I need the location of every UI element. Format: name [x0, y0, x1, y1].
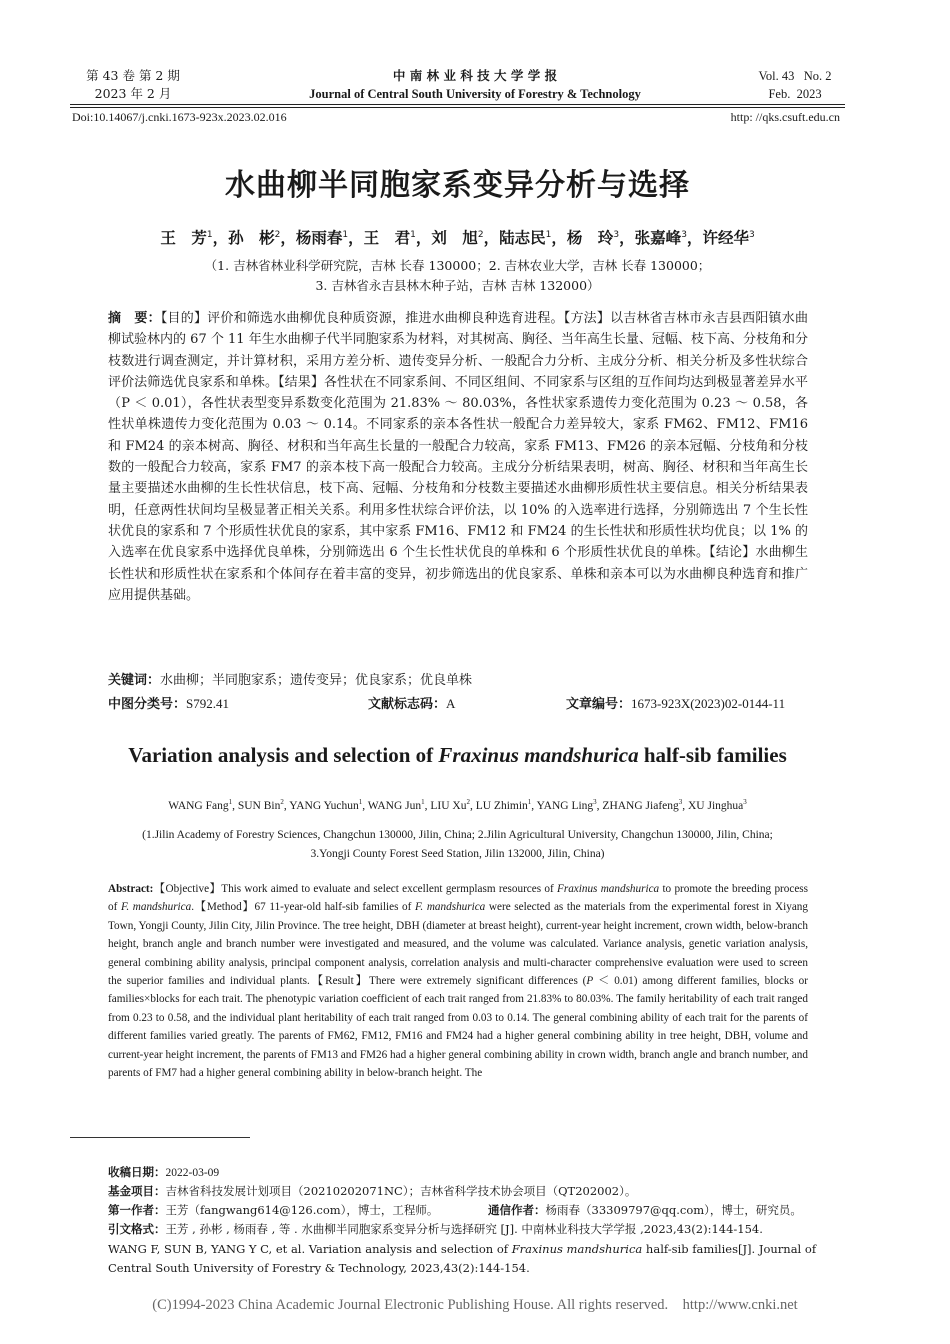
- author-affiliation-mark: 1: [342, 229, 349, 240]
- doc-code-block: [368, 693, 455, 712]
- clc-value: S792.41: [186, 696, 229, 711]
- fund-text: 吉林省科技发展计划项目（20210202071NC）；吉林省科学技术协会项目（QT202002）。: [165, 1184, 637, 1198]
- received-date: 2022-03-09: [165, 1167, 220, 1179]
- author-name: 杨雨春: [295, 229, 343, 247]
- abstract-cn: [108, 308, 808, 606]
- abstract-en-label: Abstract:: [108, 883, 154, 895]
- author-name: WANG Fang: [168, 799, 229, 812]
- author-affiliation-mark: 1: [545, 229, 552, 240]
- received-label: 收稿日期：: [108, 1165, 166, 1179]
- clc-block: [108, 693, 229, 712]
- author-name: 刘 旭: [431, 229, 478, 247]
- affiliation-en-line-2: 3.Yongji County Forest Seed Station, Jilin 132000, Jilin, China): [310, 848, 605, 860]
- article-no-block: [566, 693, 785, 712]
- author-name: 张嘉峰: [634, 229, 682, 247]
- abstract-en-part-4: were selected as the materials from the experimental forest in Xiyang Town, Yongji County, Jilin City, Jilin Province. The tree height, DBH (diameter at breast height), current-year height increment, crown width, below-branch height, branch angle and branch number were investigated and measured, and the volume was calculated. Variance analysis, genetic variation analysis, general combining ability analysis, principal component analysis, correlation analysis and multi-character comprehensive evaluation were used to screen the superior families and individual plants.【Result】There were extremely significant differences (: [108, 901, 808, 988]
- author-name: ZHANG Jiafeng: [602, 799, 679, 812]
- abstract-en-part-2: to promote the breeding process of: [108, 883, 808, 914]
- author-name: 许经华: [702, 229, 749, 247]
- abstract-en-p-variable: P: [586, 975, 594, 988]
- volume-en: Vol. 43 No. 2: [758, 69, 832, 83]
- citation-label: 引文格式：: [108, 1222, 166, 1236]
- footnote-divider: [70, 1137, 250, 1138]
- affiliation-en-line-1: (1.Jilin Academy of Forestry Sciences, Changchun 130000, Jilin, China; 2.Jilin Agricultural University, Changchun 130000, Jilin, China;: [142, 829, 773, 841]
- journal-url[interactable]: http: //qks.csuft.edu.cn: [730, 110, 840, 124]
- first-author-text: 王芳（fangwang614@126.com），博士，工程师。: [165, 1203, 439, 1217]
- volume-cn: 第 43 卷 第 2 期: [86, 68, 180, 83]
- footnote-citation-en: [108, 1240, 843, 1277]
- author-name: XU Jinghua: [688, 799, 744, 812]
- abstract-en-species-3: F. mandshurica: [415, 901, 486, 914]
- author-list-en: WANG Fang$^1$, SUN Bin$^2$, YANG Yuchun$^1$, WANG Jun$^1$, LIU Xu$^2$, LU Zhimin$^1$, YANG Ling$^3$, ZHANG Jiafeng$^3$, XU Jinghua$^3$: [168, 798, 747, 812]
- journal-name-cn: 中 南 林 业 科 技 大 学 学 报: [392, 68, 558, 83]
- author-name: SUN Bin: [237, 799, 281, 812]
- author-affiliation-mark: 3: [681, 229, 687, 240]
- author-name: 孙 彬: [228, 229, 275, 247]
- author-affiliation-mark: 1: [228, 798, 233, 806]
- author-name: LU Zhimin: [475, 799, 528, 812]
- author-affiliation-mark: 1: [358, 798, 363, 806]
- author-name: YANG Ling: [536, 799, 594, 812]
- author-affiliation-mark: 3: [593, 798, 597, 806]
- doi[interactable]: Doi:10.14067/j.cnki.1673-923x.2023.02.016: [72, 110, 287, 124]
- author-name: 杨 玲: [566, 229, 614, 247]
- article-no-value: 1673-923X(2023)02-0144-11: [631, 696, 786, 711]
- affiliation-cn-line-1: （1. 吉林省林业科学研究院，吉林 长春 130000；2. 吉林农业大学，吉林 长春 130000；: [204, 258, 711, 273]
- footnote-fund: [108, 1182, 843, 1201]
- footnote-citation-cn: [108, 1220, 843, 1239]
- abstract-cn-text: 【目的】评价和筛选水曲柳优良种质资源，推进水曲柳良种选育进程。【方法】以吉林省吉林市永吉县西阳镇水曲柳试验林内的 67 个 11 年生水曲柳子代半同胞家系为材料，对其树高、胸径、当年高生长量、冠幅、枝下高、分枝角和分枝数进行调查测定，并计算材积，采用方差分析、遗传变异分析、一般配合力分析、主成分分析、相关分析及多性状综合评价法筛选优良家系和单株。【结果】各性状在不同家系间、不同区组间、不同家系与区组的互作间均达到极显著差异水平（P ＜ 0.01），各性状表型变异系数变化范围为 21.83% ～ 80.03%，各性状家系遗传力变化范围为 0.23 ～ 0.58，各性状单株遗传力变化范围为 0.03 ～ 0.14。不同家系的亲本各性状一般配合力差异较大，家系 FM62、FM12、FM16 和 FM24 的亲本树高、胸径、材积和当年高生长量的一般配合力较高，家系 FM13、FM26 的亲本冠幅、分枝角和分枝数的一般配合力较高，家系 FM7 的亲本枝下高一般配合力较高。主成分分析结果表明，树高、胸径、材积和当年高生长量主要描述水曲柳的生长性状信息，枝下高、冠幅、分枝角和分枝数主要描述水曲柳形质性状主要信息。相关分析结果表明，任意两性状间均呈极显著正相关关系。利用多性状综合评价法，以 10% 的入选率进行选择，分别筛选出 7 个生长性状优良的家系和 7 个形质性状优良的家系，其中家系 FM16、FM12 和 FM24 的生长性状和形质性状均优良；以 1% 的入选率在优良家系中选择优良单株，分别筛选出 6 个生长性状优良的单株和 6 个形质性状优良的单株。【结论】水曲柳生长性状和形质性状在家系和个体间存在着丰富的变异，初步筛选出的优良家系、单株和亲本可以为水曲柳良种选育和推广应用提供基础。: [108, 311, 808, 603]
- keywords-text: 水曲柳；半同胞家系；遗传变异；优良家系；优良单株: [160, 673, 473, 688]
- abstract-en-part-1: 【Objective】This work aimed to evaluate and select excellent germplasm resources of: [153, 883, 558, 895]
- author-affiliation-mark: 1: [527, 798, 532, 806]
- first-author-label: 第一作者：: [108, 1203, 166, 1217]
- header-rule-thick: [70, 104, 845, 105]
- date-cn: 2023 年 2 月: [94, 86, 172, 101]
- author-name: 陆志民: [499, 229, 546, 247]
- citation-en-pre: WANG F, SUN B, YANG Y C, et al. Variation analysis and selection of: [108, 1242, 512, 1256]
- author-affiliation-mark: 3: [743, 798, 747, 806]
- citation-cn-text: 王芳 , 孙彬 , 杨雨春 , 等 . 水曲柳半同胞家系变异分析与选择研究 [J]. 中南林业科技大学学报 ,2023,43(2):144-154.: [165, 1222, 763, 1236]
- citation-en-species: Fraxinus mandshurica: [511, 1242, 643, 1256]
- header-journal: [250, 67, 700, 103]
- article-no-label: 文章编号：: [566, 697, 632, 712]
- corresponding-text: 杨雨春（33309797@qq.com），博士，研究员。: [545, 1203, 802, 1217]
- date-en: Feb. 2023: [768, 87, 822, 101]
- header-volume-en: [740, 67, 850, 103]
- author-list-cn: 王 芳$^1$，孙 彬$^2$，杨雨春$^1$，王 君$^1$，刘 旭$^2$，陆志民$^1$，杨 玲$^3$，张嘉峰$^3$，许经华$^3$: [160, 229, 755, 247]
- author-affiliation-mark: 3: [678, 798, 683, 806]
- abstract-cn-label: 摘 要：: [108, 311, 161, 326]
- abstract-en-species-1: Fraxinus mandshurica: [557, 883, 660, 895]
- footnote-authors: [108, 1201, 843, 1220]
- citation-en-post: half-sib families[J]. Journal of Central South University of Forestry & Technology, 2023,43(2):144-154.: [108, 1242, 817, 1275]
- keywords-cn: [108, 669, 472, 688]
- corresponding-label: 通信作者：: [488, 1203, 546, 1217]
- doc-code-label: 文献标志码：: [368, 697, 447, 712]
- clc-label: 中图分类号：: [108, 697, 187, 712]
- author-name: YANG Yuchun: [289, 799, 359, 812]
- title-en-post: half-sib families: [638, 743, 787, 767]
- author-name: 王 芳: [160, 229, 207, 247]
- doc-code-value: A: [446, 696, 456, 711]
- footnote-received: [108, 1163, 843, 1183]
- header-rule-thin: [70, 107, 845, 108]
- paper-title-cn: 水曲柳半同胞家系变异分析与选择: [225, 168, 690, 203]
- abstract-en-part-5: ＜ 0.01) among different families, blocks or families×blocks for each trait. The phenotypic variation coefficient of each trait ranged from 21.83% to 80.03%. The family heritability of each trait ranged from 0.23 to 0.58, and the individual plant heritability of each trait ranged from 0.03 to 0.14. The general combining ability of each trait for the parents of different families varied greatly. The parents of FM62, FM12, FM16 and FM24 had a higher general combining ability in tree height, DBH, volume and current-year height increment, the parents of FM13 and FM26 had a higher general combining ability in crown width, branch angle and branch number, and parents of FM7 had a higher general combining ability in below-branch height. The: [108, 975, 808, 1080]
- title-en-pre: Variation analysis and selection of: [128, 743, 439, 767]
- author-affiliation-mark: 2: [466, 798, 470, 806]
- author-affiliation-mark: 1: [206, 229, 213, 240]
- author-affiliation-mark: 2: [477, 229, 484, 240]
- journal-name-en: Journal of Central South University of Forestry & Technology: [309, 87, 641, 101]
- author-name: WANG Jun: [367, 799, 422, 812]
- author-affiliation-mark: 1: [421, 798, 425, 806]
- affiliation-cn-line-2: 3. 吉林省永吉县林木种子站，吉林 吉林 132000）: [315, 278, 600, 293]
- abstract-en: [108, 880, 808, 1082]
- author-affiliation-mark: 1: [410, 229, 416, 240]
- copyright-footer: (C)1994-2023 China Academic Journal Electronic Publishing House. All rights reserved. http://www.cnki.net: [152, 1297, 798, 1313]
- corresponding-author: [488, 1201, 802, 1220]
- author-name: LIU Xu: [430, 799, 467, 812]
- author-affiliation-mark: 2: [280, 798, 284, 806]
- author-affiliation-mark: 3: [748, 229, 755, 240]
- paper-title-en: [0, 743, 915, 768]
- header-volume-cn: [78, 67, 188, 103]
- abstract-en-species-2: F. mandshurica: [120, 901, 192, 914]
- abstract-en-part-3: .【Method】67 11-year-old half-sib families of: [191, 901, 416, 914]
- author-affiliation-mark: 3: [613, 229, 620, 240]
- fund-label: 基金项目：: [108, 1184, 166, 1198]
- author-affiliation-mark: 2: [274, 229, 281, 240]
- author-name: 王 君: [363, 229, 411, 247]
- keywords-label: 关键词：: [108, 673, 161, 688]
- title-en-species: Fraxinus mandshurica: [438, 743, 639, 767]
